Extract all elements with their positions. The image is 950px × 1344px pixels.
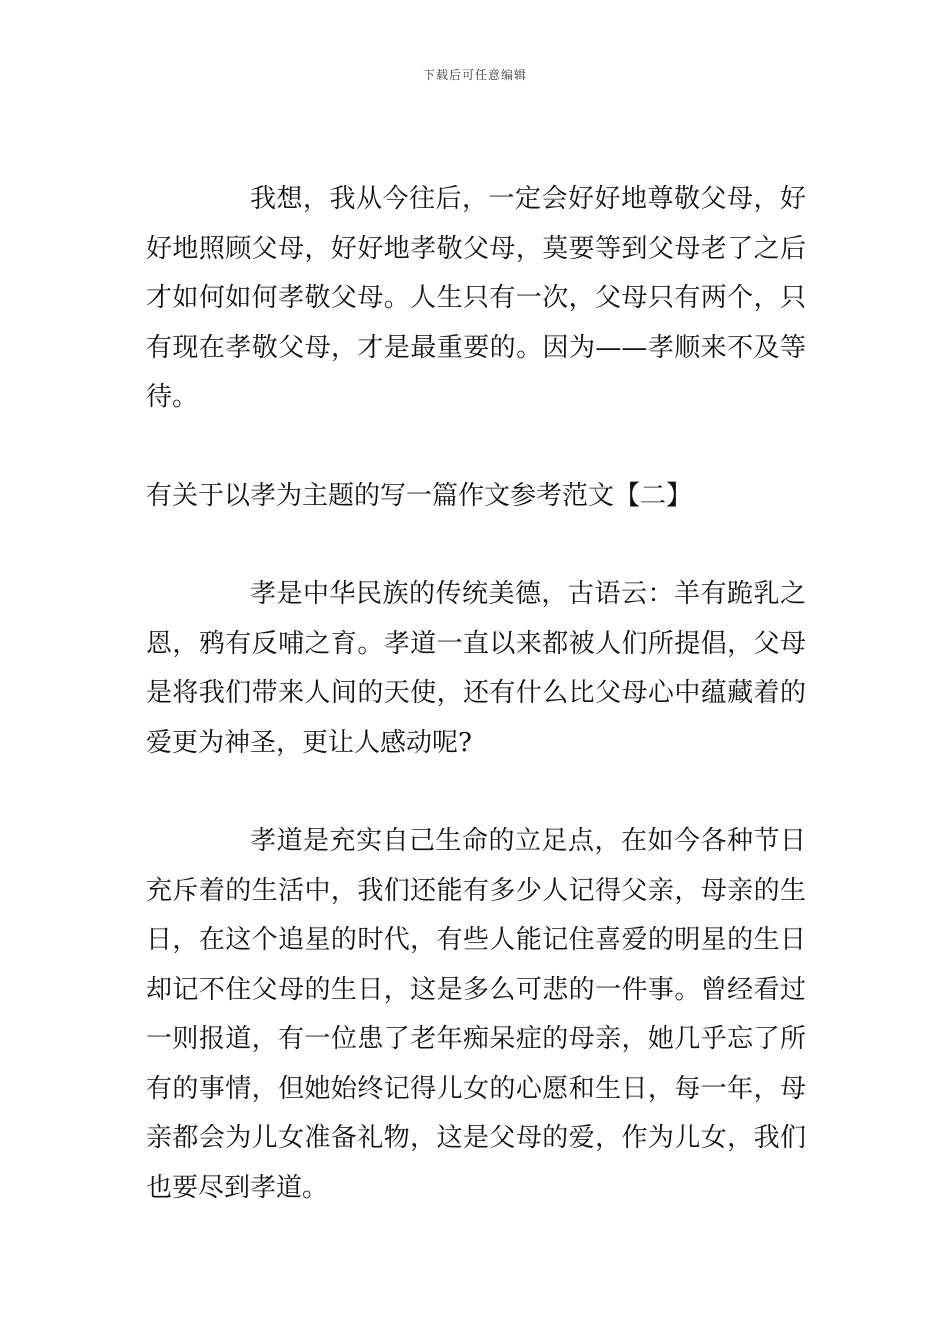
paragraph-3: 孝道是充实自己生命的立足点，在如今各种节日充斥着的生活中，我们还能有多少人记得父亲，母亲的生日，在这个追星的时代，有些人能记住喜爱的明星的生日却记不住父母的生日，这是多么可悲的一件事。曾经看过一则报道，有一位患了老年痴呆症的母亲，她几乎忘了所有的事情，但她始终记得儿女的心愿和生日，每一年，母亲都会为儿女准备礼物，这是父母的爱，作为儿女，我们也要尽到孝道。	[146, 826, 806, 1203]
paragraph-1: 我想，我从今往后，一定会好好地尊敬父母，好好地照顾父母，好好地孝敬父母，莫要等到父母老了之后才如何如何孝敬父母。人生只有一次，父母只有两个，只有现在孝敬父母，才是最重要的。因为——孝顺来不及等待。	[146, 184, 806, 412]
document-body	[146, 175, 806, 1213]
section-heading: 有关于以孝为主题的写一篇作文参考范文【二】	[146, 480, 693, 511]
paragraph-2: 孝是中华民族的传统美德，古语云：羊有跪乳之恩，鸦有反哺之育。孝道一直以来都被人们所提倡，父母是将我们带来人间的天使，还有什么比父母心中蕴藏着的爱更为神圣，更让人感动呢?	[146, 579, 806, 758]
page-header-note: 下载后可任意编辑	[422, 68, 527, 82]
